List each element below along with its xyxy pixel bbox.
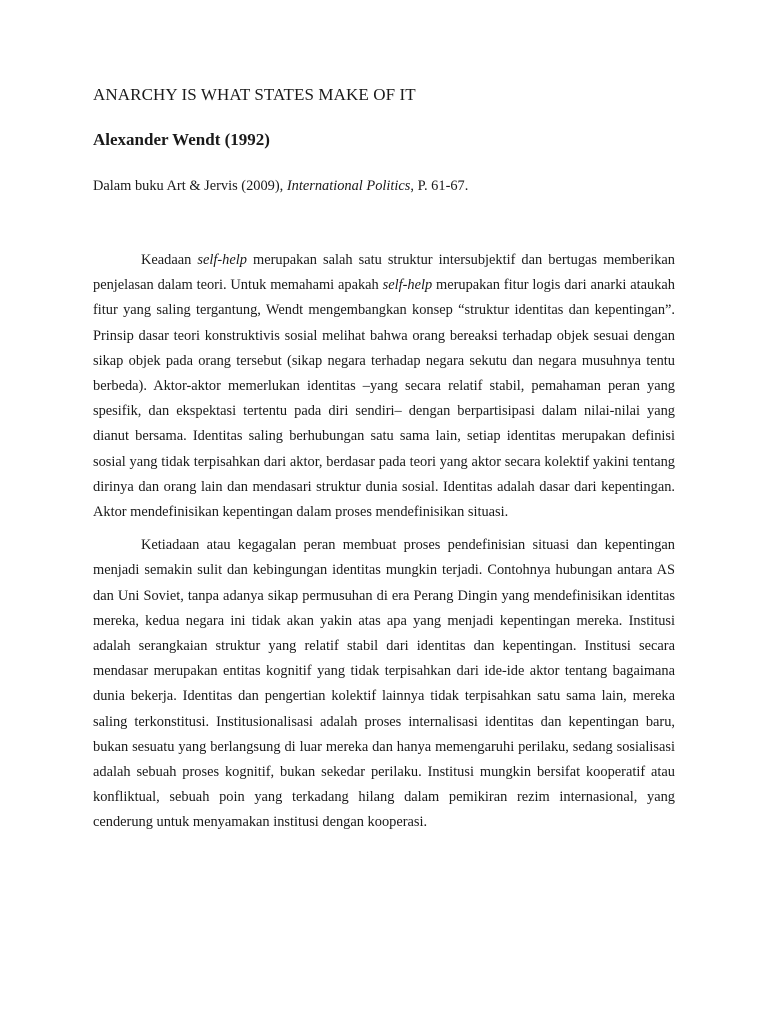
- paragraph-1-emphasis-self-help: self-help: [197, 252, 247, 268]
- source-prefix: Dalam buku Art & Jervis (2009),: [93, 178, 287, 194]
- paragraph-2: Ketiadaan atau kegagalan peran membuat proses pendefinisian situasi dan kepentingan menjadi semakin sulit dan kebingungan identitas mungkin terjadi. Contohnya hubungan antara AS dan Uni Soviet, tanpa adanya sikap permusuhan di era Perang Dingin yang mendefinisikan identitas mereka, kedua negara ini tidak akan yakin atas apa yang menjadi kepentingan mereka. Institusi adalah serangkaian struktur yang relatif stabil dari identitas dan kepentingan. Institusi secara mendasar merupakan entitas kognitif yang tidak terpisahkan dari ide-ide aktor tentang bagaimana dunia bekerja. Identitas dan pengertian kolektif lainnya tidak terpisahkan satu sama lain, mereka saling terkonstitusi. Institusionalisasi adalah proses internalisasi identitas dan kepentingan baru, bukan sesuatu yang berlangsung di luar mereka dan hanya memengaruhi perilaku, sedang sosialisasi adalah sebuah proses kognitif, bukan sekedar perilaku. Institusi mungkin bersifat kooperatif atau konfliktual, sebuah poin yang terkadang hilang dalam pemikiran rezim internasional, yang cenderung untuk menyamakan institusi dengan kooperasi.: [93, 537, 675, 831]
- paragraph-1-text-b: merupakan salah satu struktur intersubjektif dan bertugas memberikan penjelasan dalam teori. Untuk memahami apakah: [93, 252, 675, 294]
- paragraph-1-emphasis-self-help-2: self-help: [382, 277, 433, 294]
- document-title: ANARCHY IS WHAT STATES MAKE OF IT: [93, 85, 416, 104]
- document-body: [93, 248, 675, 836]
- paragraph-1-text-c: merupakan fitur logis dari anarki ataukah fitur yang saling tergantung, Wendt mengembangkan konsep “struktur identitas dan kepentingan”. Prinsip dasar teori konstruktivis sosial melihat bahwa orang bereaksi terhadap objek sesuai dengan sikap objek pada orang tersebut (sikap negara terhadap negara sekutu dan negara musuhnya tentu berbeda). Aktor-aktor memerlukan identitas –yang secara relatif stabil, pemahaman peran yang spesifik, dan ekspektasi tertentu pada diri sendiri– dengan berpartisipasi dalam nilai-nilai yang dianut bersama. Identitas saling berhubungan satu sama lain, setiap identitas merupakan definisi sosial yang tidak terpisahkan dari aktor, berdasar pada teori yang aktor secara kolektif yakini tentang dirinya dan orang lain dan mendasari struktur dunia sosial. Identitas adalah dasar dari kepentingan. Aktor mendefinisikan kepentingan dalam proses mendefinisikan situasi.: [93, 277, 675, 521]
- source-book-title: International Politics: [286, 178, 411, 194]
- paragraph-1: [93, 248, 675, 525]
- paragraph-1-text-a: Keadaan: [141, 252, 198, 268]
- author-line: Alexander Wendt (1992): [93, 130, 270, 149]
- source-suffix: , P. 61-67.: [410, 178, 469, 194]
- source-citation: [93, 176, 675, 196]
